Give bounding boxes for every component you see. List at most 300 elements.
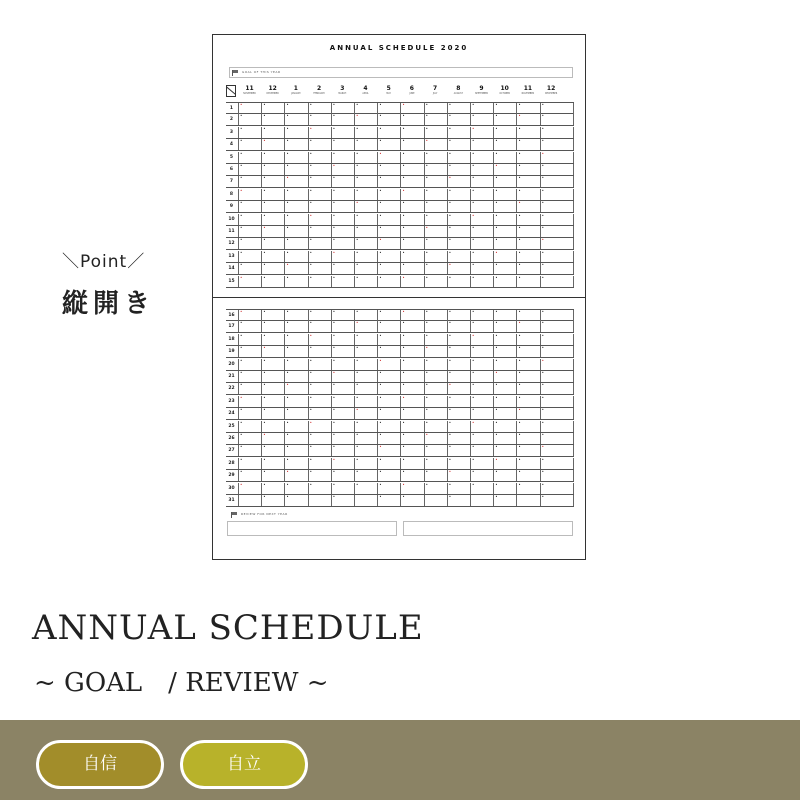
day-cell[interactable] [261, 310, 284, 321]
day-cell[interactable] [308, 421, 331, 432]
day-cell[interactable] [284, 251, 307, 262]
day-cell[interactable] [238, 127, 261, 138]
day-cell[interactable] [447, 251, 470, 262]
day-cell[interactable] [331, 310, 354, 321]
day-cell[interactable] [377, 433, 400, 444]
day-cell[interactable] [400, 383, 423, 394]
day-cell[interactable] [261, 114, 284, 125]
day-cell[interactable] [540, 276, 563, 287]
day-cell[interactable] [424, 383, 447, 394]
day-cell[interactable] [424, 470, 447, 481]
day-cell[interactable] [447, 189, 470, 200]
day-cell[interactable] [540, 470, 563, 481]
day-cell[interactable] [447, 201, 470, 212]
day-cell[interactable] [424, 433, 447, 444]
day-cell[interactable] [238, 139, 261, 150]
day-cell[interactable] [470, 189, 493, 200]
day-cell[interactable] [354, 238, 377, 249]
day-cell[interactable] [261, 383, 284, 394]
day-cell[interactable] [424, 371, 447, 382]
day-cell[interactable] [308, 396, 331, 407]
day-cell[interactable] [354, 263, 377, 274]
day-cell[interactable] [447, 383, 470, 394]
day-cell[interactable] [354, 310, 377, 321]
day-cell[interactable] [493, 310, 516, 321]
day-cell[interactable] [377, 470, 400, 481]
day-cell[interactable] [308, 176, 331, 187]
day-cell[interactable] [540, 238, 563, 249]
day-cell[interactable] [261, 251, 284, 262]
day-cell[interactable] [447, 396, 470, 407]
day-cell[interactable] [261, 359, 284, 370]
day-cell[interactable] [493, 321, 516, 332]
day-cell[interactable] [377, 238, 400, 249]
day-cell[interactable] [331, 396, 354, 407]
day-cell[interactable] [470, 164, 493, 175]
day-cell[interactable] [540, 458, 563, 469]
day-cell[interactable] [377, 458, 400, 469]
day-cell[interactable] [470, 152, 493, 163]
day-cell[interactable] [377, 359, 400, 370]
day-cell[interactable] [377, 346, 400, 357]
day-cell[interactable] [516, 346, 539, 357]
day-cell[interactable] [354, 114, 377, 125]
day-cell[interactable] [424, 359, 447, 370]
day-cell[interactable] [470, 201, 493, 212]
day-cell[interactable] [284, 103, 307, 114]
day-cell[interactable] [331, 176, 354, 187]
day-cell[interactable] [354, 103, 377, 114]
day-cell[interactable] [377, 408, 400, 419]
day-cell[interactable] [470, 127, 493, 138]
day-cell[interactable] [331, 408, 354, 419]
day-cell[interactable] [516, 114, 539, 125]
day-cell[interactable] [377, 127, 400, 138]
day-cell[interactable] [354, 421, 377, 432]
day-cell[interactable] [238, 321, 261, 332]
day-cell[interactable] [308, 359, 331, 370]
day-cell[interactable] [377, 263, 400, 274]
day-cell[interactable] [424, 103, 447, 114]
day-cell[interactable] [470, 458, 493, 469]
day-cell[interactable] [354, 127, 377, 138]
day-cell[interactable] [424, 139, 447, 150]
day-cell[interactable] [308, 346, 331, 357]
day-cell[interactable] [493, 114, 516, 125]
day-cell[interactable] [377, 396, 400, 407]
day-cell[interactable] [331, 371, 354, 382]
day-cell[interactable] [540, 226, 563, 237]
day-cell[interactable] [354, 346, 377, 357]
day-cell[interactable] [424, 263, 447, 274]
day-cell[interactable] [400, 433, 423, 444]
day-cell[interactable] [540, 359, 563, 370]
day-cell[interactable] [424, 189, 447, 200]
day-cell[interactable] [470, 408, 493, 419]
day-cell[interactable] [470, 176, 493, 187]
day-cell[interactable] [540, 421, 563, 432]
day-cell[interactable] [470, 433, 493, 444]
day-cell[interactable] [424, 152, 447, 163]
day-cell[interactable] [493, 483, 516, 494]
day-cell[interactable] [470, 396, 493, 407]
day-cell[interactable] [354, 276, 377, 287]
day-cell[interactable] [400, 127, 423, 138]
day-cell[interactable] [447, 164, 470, 175]
day-cell[interactable] [261, 470, 284, 481]
day-cell[interactable] [447, 334, 470, 345]
day-cell[interactable] [308, 321, 331, 332]
day-cell[interactable] [400, 396, 423, 407]
day-cell[interactable] [400, 458, 423, 469]
day-cell[interactable] [284, 176, 307, 187]
day-cell[interactable] [261, 458, 284, 469]
day-cell[interactable] [540, 321, 563, 332]
day-cell[interactable] [261, 176, 284, 187]
day-cell[interactable] [238, 383, 261, 394]
day-cell[interactable] [261, 164, 284, 175]
day-cell[interactable] [447, 226, 470, 237]
day-cell[interactable] [540, 396, 563, 407]
day-cell[interactable] [308, 189, 331, 200]
day-cell[interactable] [261, 483, 284, 494]
day-cell[interactable] [493, 214, 516, 225]
day-cell[interactable] [424, 321, 447, 332]
day-cell[interactable] [470, 495, 493, 506]
day-cell[interactable] [493, 263, 516, 274]
day-cell[interactable] [540, 164, 563, 175]
day-cell[interactable] [308, 458, 331, 469]
day-cell[interactable] [331, 103, 354, 114]
day-cell[interactable] [516, 214, 539, 225]
day-cell[interactable] [377, 310, 400, 321]
day-cell[interactable] [493, 383, 516, 394]
day-cell[interactable] [284, 470, 307, 481]
day-cell[interactable] [284, 483, 307, 494]
day-cell[interactable] [493, 470, 516, 481]
day-cell[interactable] [424, 164, 447, 175]
day-cell[interactable] [516, 127, 539, 138]
day-cell[interactable] [331, 483, 354, 494]
day-cell[interactable] [284, 445, 307, 456]
day-cell[interactable] [516, 421, 539, 432]
day-cell[interactable] [493, 127, 516, 138]
day-cell[interactable] [447, 103, 470, 114]
day-cell[interactable] [284, 263, 307, 274]
day-cell[interactable] [377, 276, 400, 287]
day-cell[interactable] [540, 176, 563, 187]
day-cell[interactable] [447, 495, 470, 506]
day-cell[interactable] [447, 176, 470, 187]
day-cell[interactable] [516, 371, 539, 382]
day-cell[interactable] [424, 176, 447, 187]
day-cell[interactable] [447, 114, 470, 125]
day-cell[interactable] [400, 263, 423, 274]
day-cell[interactable] [377, 321, 400, 332]
day-cell[interactable] [400, 103, 423, 114]
day-cell[interactable] [261, 421, 284, 432]
day-cell[interactable] [308, 251, 331, 262]
day-cell[interactable] [308, 214, 331, 225]
day-cell[interactable] [540, 445, 563, 456]
day-cell[interactable] [377, 103, 400, 114]
day-cell[interactable] [308, 470, 331, 481]
day-cell[interactable] [493, 421, 516, 432]
day-cell[interactable] [516, 276, 539, 287]
day-cell[interactable] [261, 214, 284, 225]
day-cell[interactable] [470, 238, 493, 249]
day-cell[interactable] [331, 346, 354, 357]
day-cell[interactable] [424, 114, 447, 125]
day-cell[interactable] [284, 189, 307, 200]
confidence-button[interactable]: 自信 [36, 740, 164, 789]
day-cell[interactable] [447, 346, 470, 357]
day-cell[interactable] [284, 114, 307, 125]
day-cell[interactable] [308, 408, 331, 419]
day-cell[interactable] [424, 214, 447, 225]
day-cell[interactable] [470, 483, 493, 494]
day-cell[interactable] [493, 251, 516, 262]
day-cell[interactable] [377, 445, 400, 456]
day-cell[interactable] [540, 383, 563, 394]
day-cell[interactable] [354, 433, 377, 444]
day-cell[interactable] [308, 152, 331, 163]
day-cell[interactable] [354, 251, 377, 262]
day-cell[interactable] [308, 114, 331, 125]
day-cell[interactable] [540, 483, 563, 494]
day-cell[interactable] [493, 201, 516, 212]
day-cell[interactable] [284, 139, 307, 150]
day-cell[interactable] [470, 251, 493, 262]
day-cell[interactable] [238, 103, 261, 114]
day-cell[interactable] [400, 445, 423, 456]
day-cell[interactable] [238, 421, 261, 432]
day-cell[interactable] [331, 263, 354, 274]
day-cell[interactable] [354, 408, 377, 419]
day-cell[interactable] [261, 495, 284, 506]
day-cell[interactable] [424, 238, 447, 249]
day-cell[interactable] [377, 495, 400, 506]
day-cell[interactable] [400, 310, 423, 321]
day-cell[interactable] [238, 371, 261, 382]
day-cell[interactable] [424, 421, 447, 432]
day-cell[interactable] [516, 238, 539, 249]
day-cell[interactable] [516, 139, 539, 150]
day-cell[interactable] [470, 263, 493, 274]
day-cell[interactable] [284, 127, 307, 138]
day-cell[interactable] [308, 371, 331, 382]
day-cell[interactable] [424, 226, 447, 237]
day-cell[interactable] [331, 321, 354, 332]
day-cell[interactable] [447, 371, 470, 382]
day-cell[interactable] [238, 396, 261, 407]
day-cell[interactable] [424, 201, 447, 212]
day-cell[interactable] [331, 127, 354, 138]
day-cell[interactable] [284, 310, 307, 321]
day-cell[interactable] [284, 396, 307, 407]
day-cell[interactable] [540, 114, 563, 125]
day-cell[interactable] [470, 371, 493, 382]
day-cell[interactable] [261, 396, 284, 407]
day-cell[interactable] [238, 251, 261, 262]
day-cell[interactable] [238, 214, 261, 225]
day-cell[interactable] [400, 470, 423, 481]
day-cell[interactable] [238, 470, 261, 481]
day-cell[interactable] [400, 346, 423, 357]
day-cell[interactable] [470, 334, 493, 345]
day-cell[interactable] [493, 164, 516, 175]
day-cell[interactable] [238, 346, 261, 357]
day-cell[interactable] [493, 359, 516, 370]
day-cell[interactable] [400, 495, 423, 506]
day-cell[interactable] [540, 214, 563, 225]
day-cell[interactable] [354, 321, 377, 332]
day-cell[interactable] [540, 334, 563, 345]
day-cell[interactable] [400, 226, 423, 237]
day-cell[interactable] [238, 408, 261, 419]
day-cell[interactable] [447, 127, 470, 138]
day-cell[interactable] [540, 251, 563, 262]
day-cell[interactable] [284, 226, 307, 237]
day-cell[interactable] [493, 433, 516, 444]
day-cell[interactable] [540, 408, 563, 419]
day-cell[interactable] [493, 139, 516, 150]
day-cell[interactable] [377, 251, 400, 262]
day-cell[interactable] [447, 238, 470, 249]
day-cell[interactable] [400, 251, 423, 262]
day-cell[interactable] [447, 214, 470, 225]
day-cell[interactable] [540, 103, 563, 114]
day-cell[interactable] [331, 433, 354, 444]
day-cell[interactable] [377, 152, 400, 163]
day-cell[interactable] [308, 201, 331, 212]
day-cell[interactable] [470, 445, 493, 456]
day-cell[interactable] [400, 321, 423, 332]
day-cell[interactable] [516, 189, 539, 200]
day-cell[interactable] [261, 276, 284, 287]
day-cell[interactable] [284, 276, 307, 287]
day-cell[interactable] [447, 421, 470, 432]
day-cell[interactable] [424, 408, 447, 419]
day-cell[interactable] [238, 164, 261, 175]
day-cell[interactable] [331, 139, 354, 150]
day-cell[interactable] [400, 421, 423, 432]
day-cell[interactable] [447, 359, 470, 370]
day-cell[interactable] [424, 310, 447, 321]
day-cell[interactable] [354, 189, 377, 200]
day-cell[interactable] [238, 201, 261, 212]
day-cell[interactable] [308, 483, 331, 494]
day-cell[interactable] [284, 214, 307, 225]
day-cell[interactable] [493, 276, 516, 287]
day-cell[interactable] [400, 408, 423, 419]
day-cell[interactable] [493, 408, 516, 419]
day-cell[interactable] [261, 263, 284, 274]
day-cell[interactable] [354, 164, 377, 175]
day-cell[interactable] [284, 433, 307, 444]
day-cell[interactable] [470, 310, 493, 321]
day-cell[interactable] [400, 114, 423, 125]
day-cell[interactable] [261, 152, 284, 163]
day-cell[interactable] [516, 383, 539, 394]
day-cell[interactable] [261, 226, 284, 237]
day-cell[interactable] [238, 433, 261, 444]
day-cell[interactable] [354, 359, 377, 370]
day-cell[interactable] [331, 383, 354, 394]
day-cell[interactable] [284, 334, 307, 345]
day-cell[interactable] [493, 458, 516, 469]
day-cell[interactable] [516, 396, 539, 407]
day-cell[interactable] [331, 359, 354, 370]
day-cell[interactable] [261, 334, 284, 345]
day-cell[interactable] [516, 483, 539, 494]
day-cell[interactable] [400, 214, 423, 225]
day-cell[interactable] [308, 433, 331, 444]
day-cell[interactable] [238, 276, 261, 287]
day-cell[interactable] [331, 458, 354, 469]
day-cell[interactable] [516, 251, 539, 262]
day-cell[interactable] [238, 483, 261, 494]
day-cell[interactable] [308, 139, 331, 150]
day-cell[interactable] [354, 152, 377, 163]
day-cell[interactable] [516, 176, 539, 187]
day-cell[interactable] [516, 359, 539, 370]
day-cell[interactable] [354, 445, 377, 456]
day-cell[interactable] [540, 346, 563, 357]
day-cell[interactable] [284, 383, 307, 394]
day-cell[interactable] [284, 371, 307, 382]
day-cell[interactable] [308, 310, 331, 321]
day-cell[interactable] [354, 483, 377, 494]
day-cell[interactable] [447, 276, 470, 287]
day-cell[interactable] [516, 152, 539, 163]
day-cell[interactable] [261, 433, 284, 444]
day-cell[interactable] [470, 470, 493, 481]
day-cell[interactable] [516, 164, 539, 175]
day-cell[interactable] [424, 346, 447, 357]
day-cell[interactable] [424, 483, 447, 494]
day-cell[interactable] [470, 214, 493, 225]
day-cell[interactable] [238, 152, 261, 163]
day-cell[interactable] [493, 334, 516, 345]
day-cell[interactable] [424, 251, 447, 262]
day-cell[interactable] [493, 176, 516, 187]
day-cell[interactable] [308, 127, 331, 138]
day-cell[interactable] [400, 176, 423, 187]
day-cell[interactable] [331, 251, 354, 262]
day-cell[interactable] [354, 396, 377, 407]
day-cell[interactable] [516, 433, 539, 444]
day-cell[interactable] [400, 371, 423, 382]
day-cell[interactable] [424, 334, 447, 345]
day-cell[interactable] [238, 189, 261, 200]
day-cell[interactable] [238, 310, 261, 321]
day-cell[interactable] [516, 495, 539, 506]
day-cell[interactable] [447, 483, 470, 494]
day-cell[interactable] [284, 495, 307, 506]
day-cell[interactable] [516, 334, 539, 345]
day-cell[interactable] [284, 201, 307, 212]
day-cell[interactable] [331, 495, 354, 506]
day-cell[interactable] [493, 189, 516, 200]
day-cell[interactable] [331, 189, 354, 200]
day-cell[interactable] [238, 359, 261, 370]
day-cell[interactable] [447, 310, 470, 321]
day-cell[interactable] [261, 321, 284, 332]
day-cell[interactable] [400, 189, 423, 200]
day-cell[interactable] [424, 445, 447, 456]
day-cell[interactable] [284, 346, 307, 357]
